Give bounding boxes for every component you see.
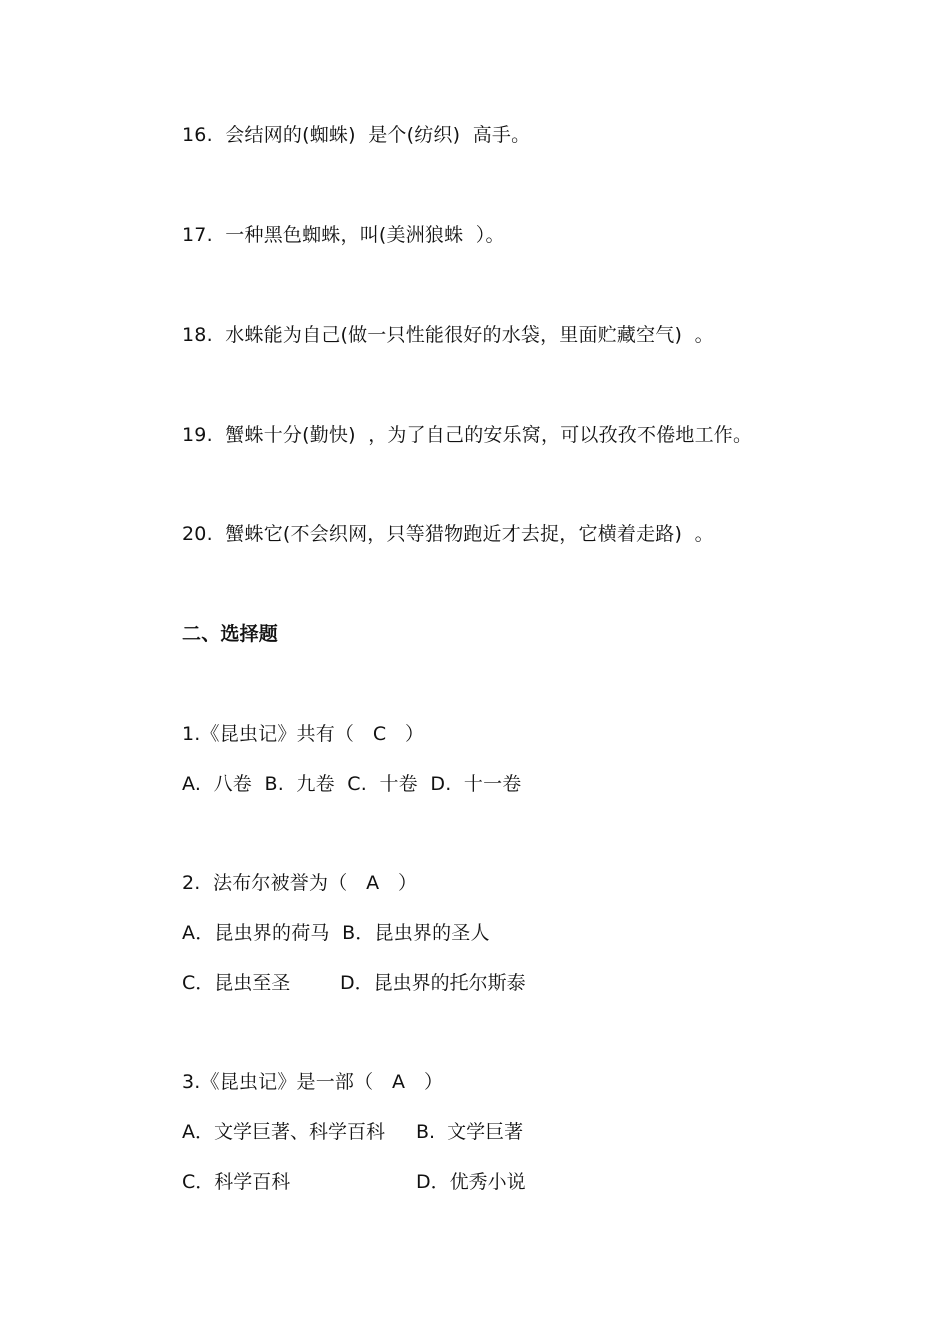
question-2-options-ab: A．昆虫界的荷马 B．昆虫界的圣人 <box>182 922 490 944</box>
question-3-option-a: A．文学巨著、科学百科 <box>182 1121 385 1143</box>
fill-item-16: 16. 会结网的(蜘蛛) 是个(纺织) 高手。 <box>182 124 531 146</box>
fill-item-19: 19. 蟹蛛十分(勤快) ，为了自己的安乐窝，可以孜孜不倦地工作。 <box>182 424 753 446</box>
question-3-stem: 3.《昆虫记》是一部（ A ） <box>182 1071 444 1093</box>
question-1-options: A. 八卷 B. 九卷 C. 十卷 D. 十一卷 <box>182 773 522 795</box>
question-1-stem: 1.《昆虫记》共有（ C ） <box>182 723 425 745</box>
fill-item-17: 17. 一种黑色蜘蛛，叫(美洲狼蛛 ）。 <box>182 224 505 246</box>
question-2-option-c: C．昆虫至圣 <box>182 972 291 994</box>
question-3-option-d: D．优秀小说 <box>416 1171 526 1193</box>
fill-item-18: 18. 水蛛能为自己(做一只性能很好的水袋，里面贮藏空气) 。 <box>182 324 714 346</box>
question-2-option-d: D．昆虫界的托尔斯泰 <box>340 972 526 994</box>
question-3-option-b: B. 文学巨著 <box>416 1121 524 1143</box>
question-2-stem: 2. 法布尔被誉为（ A ） <box>182 872 418 894</box>
section-heading: 二、选择题 <box>182 623 279 645</box>
question-3-option-c: C．科学百科 <box>182 1171 291 1193</box>
fill-item-20: 20. 蟹蛛它(不会织网，只等猎物跑近才去捉，它横着走路) 。 <box>182 523 714 545</box>
